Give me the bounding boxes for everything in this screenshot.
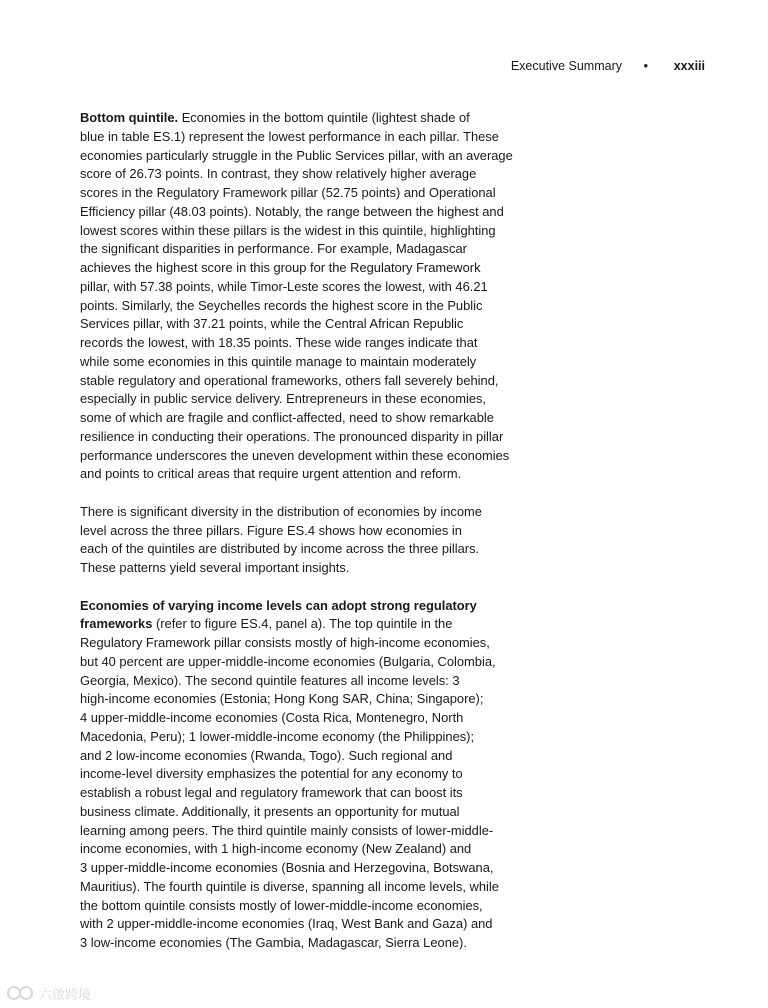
text-line: points. Similarly, the Seychelles records the highest score in the Public [80,297,483,313]
watermark [6,983,91,1003]
text-line: Efficiency pillar (48.03 points). Notably, the range between the highest and [80,203,504,219]
watermark-text: 六啟跨境 [39,986,92,1002]
text-line: high-income economies (Estonia; Hong Kong SAR, China; Singapore); [80,691,484,707]
page-number: xxxiii [673,59,705,73]
text-line: 4 upper-middle-income economies (Costa Rica, Montenegro, North [80,710,464,725]
text-line: level across the three pillars. Figure ES.4 shows how economies in [80,522,462,538]
paragraph-spacer [80,578,525,597]
text-line: 3 low-income economies (The Gambia, Madagascar, Sierra Leone). [80,935,467,950]
text-line: but 40 percent are upper-middle-income economies (Bulgaria, Colombia, [80,653,496,669]
text-line: performance underscores the uneven development within these economies [80,447,510,463]
running-head-section-title: Executive Summary [510,59,622,73]
paragraph-lead-continued: frameworks [80,616,153,632]
text-line: Macedonia, Peru); 1 lower-middle-income economy (the Philippines); [80,728,475,744]
text-line: 3 upper-middle-income economies (Bosnia and Herzegovina, Botswana, [80,860,494,875]
text-line: with 2 upper-middle-income economies (Iraq, West Bank and Gaza) and [80,916,493,932]
text-line: lowest scores within these pillars is the widest in this quintile, highlighting [80,222,496,238]
text-line: some of which are fragile and conflict-affected, need to show remarkable [80,410,494,425]
paragraph-lead: Economies of varying income levels can adopt strong regulatory [80,597,477,613]
text-line: achieves the highest score in this group for the Regulatory Framework [80,260,481,275]
text-line: Mauritius). The fourth quintile is diverse, spanning all income levels, while [80,878,499,894]
running-head [0,59,705,77]
text-line: records the lowest, with 18.35 points. These wide ranges indicate that [80,335,478,350]
paragraph-regulatory-frameworks [80,597,525,953]
paragraph-income-diversity [80,503,525,578]
paragraph-bottom-quintile [80,109,525,484]
text-line: resilience in conducting their operations. The pronounced disparity in pillar [80,428,504,444]
text-line: and points to critical areas that require urgent attention and reform. [80,466,462,482]
text-line: the bottom quintile consists mostly of lower-middle-income economies, [80,897,483,913]
text-line: stable regulatory and operational frameworks, others fall severely behind, [80,372,499,388]
text-line: especially in public service delivery. Entrepreneurs in these economies, [80,391,487,407]
text-line: There is significant diversity in the distribution of economies by income [80,503,482,519]
text-line: learning among peers. The third quintile mainly consists of lower-middle- [80,822,494,838]
text-line: establish a robust legal and regulatory framework that can boost its [80,785,463,800]
text-line: each of the quintiles are distributed by income across the three pillars. [80,541,480,557]
text-line: scores in the Regulatory Framework pillar (52.75 points) and Operational [80,185,496,200]
body-text [80,109,525,953]
text-line: the significant disparities in performance. For example, Madagascar [80,241,467,257]
text-line: and 2 low-income economies (Rwanda, Togo). Such regional and [80,747,453,763]
text-line: pillar, with 57.38 points, while Timor-Leste scores the lowest, with 46.21 [80,278,488,294]
text-line: income economies, with 1 high-income economy (New Zealand) and [80,841,472,857]
text-line: (refer to figure ES.4, panel a). The top quintile in the [155,616,453,632]
text-line: while some economies in this quintile manage to maintain moderately [80,353,477,369]
text-line: business climate. Additionally, it presents an opportunity for mutual [80,803,460,819]
text-line: Georgia, Mexico). The second quintile features all income levels: 3 [80,672,460,688]
text-line: Regulatory Framework pillar consists mostly of high-income economies, [80,635,490,650]
paragraph-spacer [80,484,525,503]
watermark-logo-icon [6,985,36,1001]
paragraph-lead: Bottom quintile. [80,110,179,125]
text-line: score of 26.73 points. In contrast, they show relatively higher average [80,166,477,182]
text-line: Economies in the bottom quintile (lightest shade of [181,110,470,125]
text-line: economies particularly struggle in the Public Services pillar, with an average [80,147,513,163]
text-line: blue in table ES.1) represent the lowest performance in each pillar. These [80,128,499,144]
text-line: income-level diversity emphasizes the potential for any economy to [80,766,463,782]
text-line: These patterns yield several important insights. [80,560,350,575]
running-head-bullet: • [643,58,648,73]
text-line: Services pillar, with 37.21 points, while the Central African Republic [80,316,464,332]
